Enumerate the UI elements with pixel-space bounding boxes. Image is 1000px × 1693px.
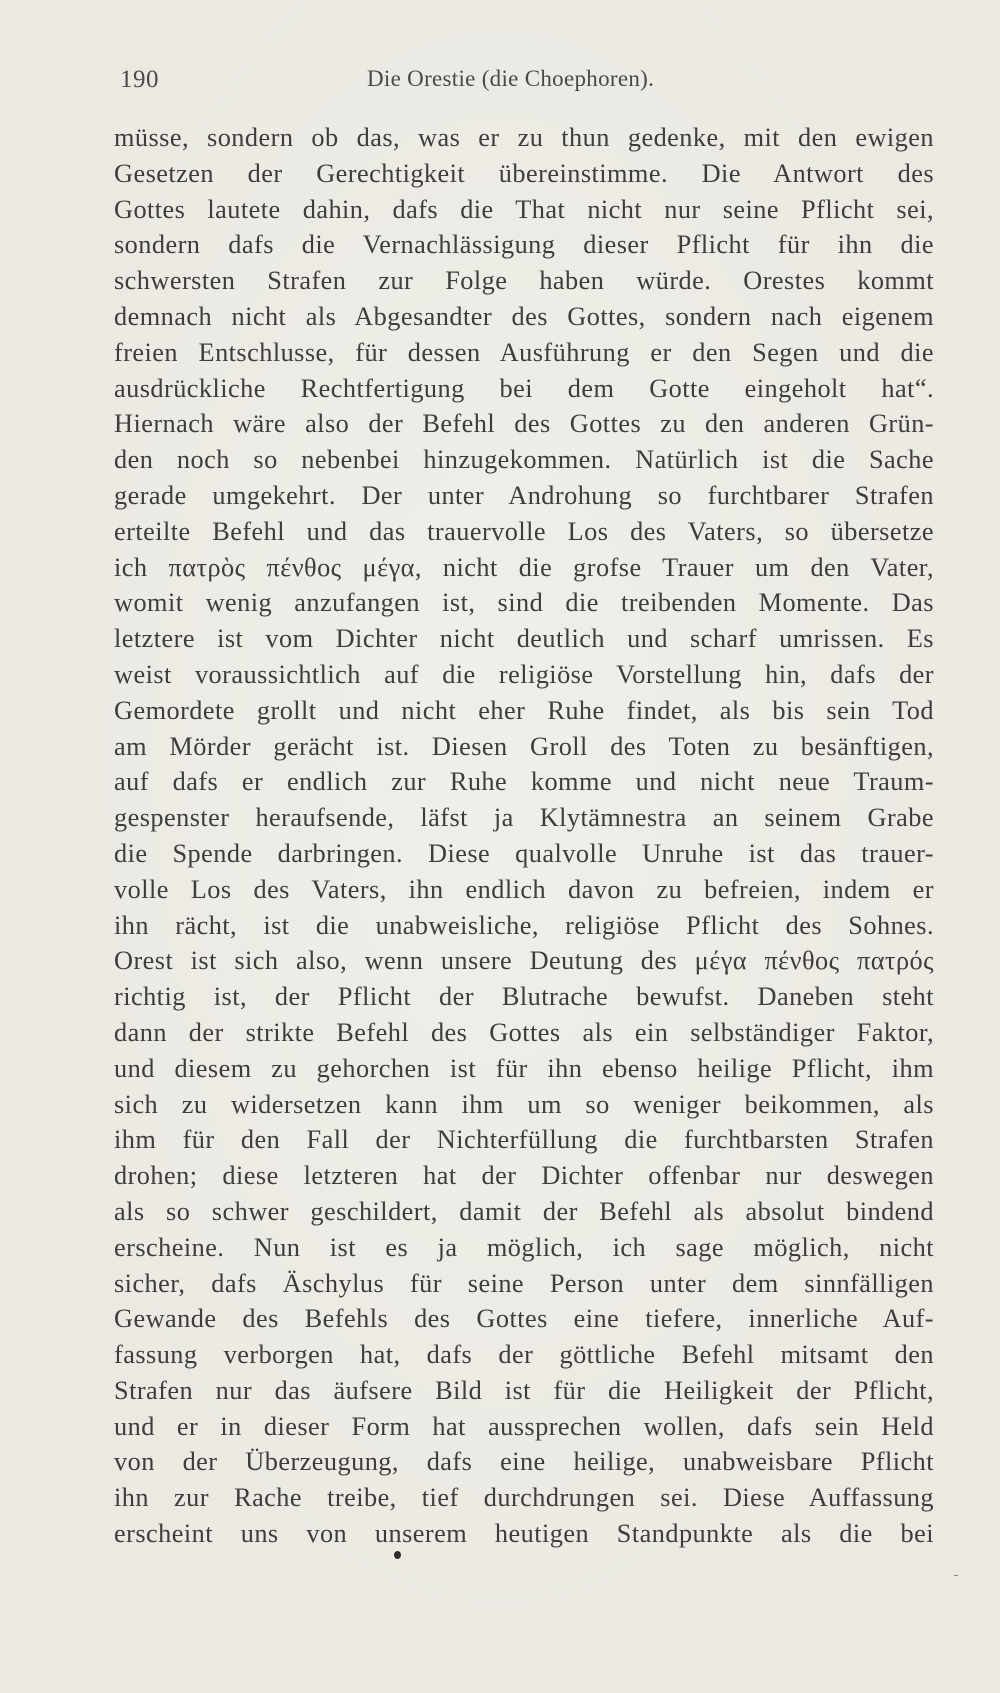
text-line: ihm für den Fall der Nichterfüllung die furchtbarsten Strafen [114,1125,934,1155]
text-line: erteilte Befehl und das trauervolle Los des Vaters, so übersetze [114,516,934,546]
text-line: gespenster heraufsende, läfst ja Klytämnestra an seinem Grabe [114,803,934,833]
text-line: volle Los des Vaters, ihn endlich davon zu befreien, indem er [114,874,934,904]
text-line: erscheine. Nun ist es ja möglich, ich sage möglich, nicht [114,1232,934,1262]
text-line: schwersten Strafen zur Folge haben würde. Orestes kommt [114,266,934,296]
text-line: ihn zur Rache treibe, tief durchdrungen sei. Diese Auffassung [114,1483,934,1513]
text-line: freien Entschlusse, für dessen Ausführung er den Segen und die [114,337,934,367]
text-line: Gemordete grollt und nicht eher Ruhe findet, als bis sein Tod [114,695,934,725]
text-line: erscheint uns von unserem heutigen Standpunkte als die bei [114,1519,934,1549]
text-line: womit wenig anzufangen ist, sind die treibenden Momente. Das [114,588,934,618]
page-header [120,66,930,102]
text-line: ihn rächt, ist die unabweisliche, religiöse Pflicht des Sohnes. [114,910,934,940]
text-line: drohen; diese letzteren hat der Dichter offenbar nur deswegen [114,1161,934,1191]
page-number: 190 [120,66,159,93]
text-line: Orest ist sich also, wenn unsere Deutung des μέγα πένθος πατρός [114,946,934,976]
text-line: gerade umgekehrt. Der unter Androhung so furchtbarer Strafen [114,480,934,510]
text-line: Gesetzen der Gerechtigkeit übereinstimme. Die Antwort des [114,158,934,188]
text-line: fassung verborgen hat, dafs der göttliche Befehl mitsamt den [114,1340,934,1370]
text-line: sondern dafs die Vernachlässigung dieser Pflicht für ihn die [114,230,934,260]
text-line: dann der strikte Befehl des Gottes als ein selbständiger Faktor, [114,1017,934,1047]
text-line: ich πατρὸς πένθος μέγα, nicht die grofse Trauer um den Vater, [114,552,934,582]
text-line: sich zu widersetzen kann ihm um so weniger beikommen, als [114,1089,934,1119]
text-line: Gewande des Befehls des Gottes eine tiefere, innerliche Auf- [114,1304,934,1334]
text-line: die Spende darbringen. Diese qualvolle Unruhe ist das trauer- [114,838,934,868]
text-line: richtig ist, der Pflicht der Blutrache bewufst. Daneben steht [114,982,934,1012]
text-line: letztere ist vom Dichter nicht deutlich und scharf umrissen. Es [114,624,934,654]
text-line: und er in dieser Form hat aussprechen wollen, dafs sein Held [114,1411,934,1441]
body-text [114,120,934,1552]
text-line: auf dafs er endlich zur Ruhe komme und nicht neue Traum- [114,767,934,797]
text-line: müsse, sondern ob das, was er zu thun gedenke, mit den ewigen [114,123,934,152]
text-line: Strafen nur das äufsere Bild ist für die Heiligkeit der Pflicht, [114,1375,934,1405]
text-line: den noch so nebenbei hinzugekommen. Natürlich ist die Sache [114,445,934,475]
text-line: ausdrückliche Rechtfertigung bei dem Gotte eingeholt hat“. [114,373,934,403]
text-line: demnach nicht als Abgesandter des Gottes, sondern nach eigenem [114,301,934,331]
text-line: und diesem zu gehorchen ist für ihn ebenso heilige Pflicht, ihm [114,1053,934,1083]
text-line: Hiernach wäre also der Befehl des Gottes zu den anderen Grün- [114,409,934,439]
text-line: von der Überzeugung, dafs eine heilige, unabweisbare Pflicht [114,1447,934,1477]
text-line: als so schwer geschildert, damit der Befehl als absolut bindend [114,1196,934,1226]
ink-dot-mark [394,1551,401,1559]
page-edge-mark [954,1575,958,1576]
text-line: weist voraussichtlich auf die religiöse Vorstellung hin, dafs der [114,659,934,689]
text-line: Gottes lautete dahin, dafs die That nicht nur seine Pflicht sei, [114,194,934,224]
text-line: sicher, dafs Äschylus für seine Person unter dem sinnfälligen [114,1268,934,1298]
running-title: Die Orestie (die Choephoren). [367,66,655,91]
text-line: am Mörder gerächt ist. Diesen Groll des Toten zu besänftigen, [114,731,934,761]
